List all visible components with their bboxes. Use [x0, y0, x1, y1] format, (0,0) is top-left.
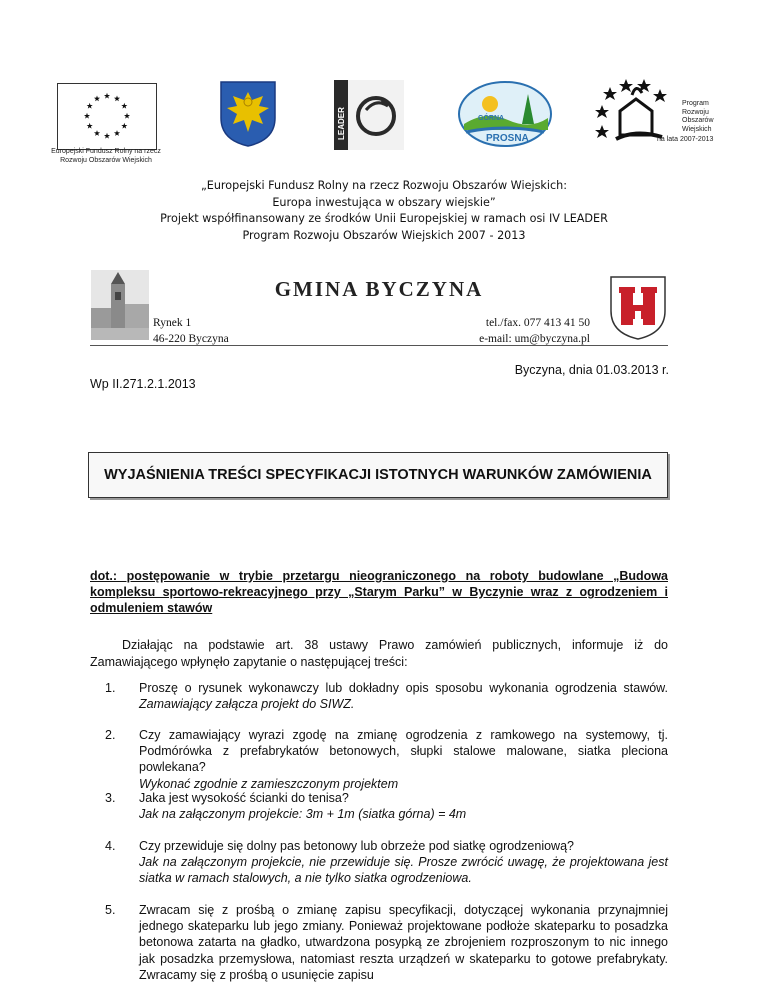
prosna-label-bottom: PROSNA [486, 133, 529, 144]
question-text: Czy zamawiający wyrazi zgodę na zmianę ogrodzenia z ramkowego na systemowy, tj. Podmórówka z prefabrykatów betonowych, słupki stalowe malowane, siatka pleciona powlekana? [139, 728, 668, 775]
eu-star-icon [104, 93, 110, 99]
answer-text: Jak na załączonym projekcie, nie przewiduje się. Prosze zwrócić uwagę, że projektowana jest siatka w ramach stalowych, a nie tylko siatka ogrodzeniowa. [139, 855, 668, 886]
funding-line: „Europejski Fundusz Rolny na rzecz Rozwoju Obszarów Wiejskich: [200, 179, 568, 192]
eu-star-icon [114, 95, 120, 101]
leader-logo [334, 80, 404, 150]
prow-years: na lata 2007-2013 [657, 136, 714, 143]
funding-line: Program Rozwoju Obszarów Wiejskich 2007 - 2013 [242, 228, 526, 242]
document-title [88, 452, 668, 498]
question-text: Czy przewiduje się dolny pas betonowy lub obrzeże pod siatkę ogrodzeniową? [139, 839, 574, 853]
eu-star-icon [121, 103, 127, 109]
letterhead-title: GMINA BYCZYNA [274, 277, 484, 301]
document-title-text: WYJAŚNIENIA TREŚCI SPECYFIKACJI ISTOTNYCH WARUNKÓW ZAMÓWIENIA [104, 467, 652, 483]
list-item [90, 790, 668, 822]
question-number: 2. [105, 728, 116, 742]
funding-line: Europa inwestująca w obszary wiejskie” [272, 195, 496, 209]
eu-star-icon [84, 113, 90, 119]
document-reference: Wp II.271.2.1.2013 [90, 377, 196, 391]
eu-star-icon [124, 113, 130, 119]
list-item [90, 727, 668, 792]
letterhead-divider [90, 345, 668, 346]
intro-text: Działając na podstawie art. 38 ustawy Prawo zamówień publicznych, informuje iż do Zamawiającego wpłynęło zapytanie o następującej treści: [90, 638, 668, 669]
eu-caption [36, 147, 176, 165]
list-item [90, 680, 668, 712]
document-intro [90, 637, 668, 670]
eu-star-icon [94, 95, 100, 101]
prow-text-line: Wiejskich [682, 125, 712, 133]
eu-star-icon [94, 130, 100, 136]
letterhead-address [153, 315, 229, 347]
eu-flag-logo [57, 83, 157, 150]
prow-text [682, 100, 714, 134]
question-number: 5. [105, 903, 116, 917]
funding-line: Projekt współfinansowany ze środków Unii Europejskiej w ramach osi IV LEADER [160, 212, 608, 225]
answer-text: Zamawiający załącza projekt do SIWZ. [139, 697, 355, 712]
question-number: 3. [105, 791, 116, 805]
letterhead-contact [440, 315, 590, 347]
prow-text-line: Rozwoju [682, 108, 709, 116]
church-photo [91, 270, 149, 340]
contact-email: e-mail: um@byczyna.pl [479, 333, 590, 345]
prow-text-line: Program [682, 100, 709, 107]
leader-label: LEADER [337, 107, 346, 140]
address-line: Rynek 1 [153, 317, 192, 329]
question-number: 1. [105, 681, 116, 695]
list-item [90, 902, 668, 983]
answer-text: Wykonać zgodnie z zamieszczonym projektem [139, 776, 399, 791]
eu-caption-line2: Rozwoju Obszarów Wiejskich [60, 157, 152, 164]
address-line: 46-220 Byczyna [153, 333, 229, 345]
answer-text: Jak na załączonym projekcie: 3m + 1m (siatka górna) = 4m [139, 807, 467, 822]
eu-caption-line1: Europejski Fundusz Rolny na rzecz [51, 148, 161, 155]
contact-phone: tel./fax. 077 413 41 50 [485, 317, 590, 329]
eu-star-icon [121, 123, 127, 129]
eu-star-icon [114, 130, 120, 136]
question-text: Proszę o rysunek wykonawczy lub dokładny opis sposobu wykonania ogrodzenia stawów. [139, 681, 668, 695]
prow-text-line: Obszarów [682, 117, 714, 124]
list-item [90, 838, 668, 887]
funding-statement [100, 178, 668, 244]
gorna-prosna-logo [456, 80, 554, 148]
question-text: Jaka jest wysokość ścianki do tenisa? [139, 791, 349, 805]
question-text: Zwracam się z prośbą o zmianę zapisu specyfikacji, dotyczącej wykonania przynajmniej jednego skateparku lub jego zmiany. Ponieważ projektowane podłoże skateparku to posadzka betonowa zatarta na gładko, utwardzona posypką ze zbrojeniem rozproszonym to nic innego jak posadzka przemysłowa, natomiast reszta urządzeń w skateparku to gotowe prefabrykaty. Zwracamy się z prośbą o usunięcie zapisu [139, 903, 668, 982]
question-number: 4. [105, 839, 116, 853]
eu-star-icon [87, 123, 93, 129]
prosna-label-top: GÓRNA [478, 115, 505, 122]
byczyna-coat-of-arms-logo [609, 275, 667, 341]
document-subject: dot.: postępowanie w trybie przetargu nieograniczonego na roboty budowlane „Budowa kompleksu sportowo-rekreacyjnego przy „Starym Parku” w Byczynie wraz z ogrodzeniem i odmuleniem stawów [90, 569, 668, 615]
eu-star-icon [104, 133, 110, 139]
document-date: Byczyna, dnia 01.03.2013 r. [514, 363, 669, 377]
opole-coat-of-arms-logo [219, 80, 277, 148]
eu-star-icon [87, 103, 93, 109]
